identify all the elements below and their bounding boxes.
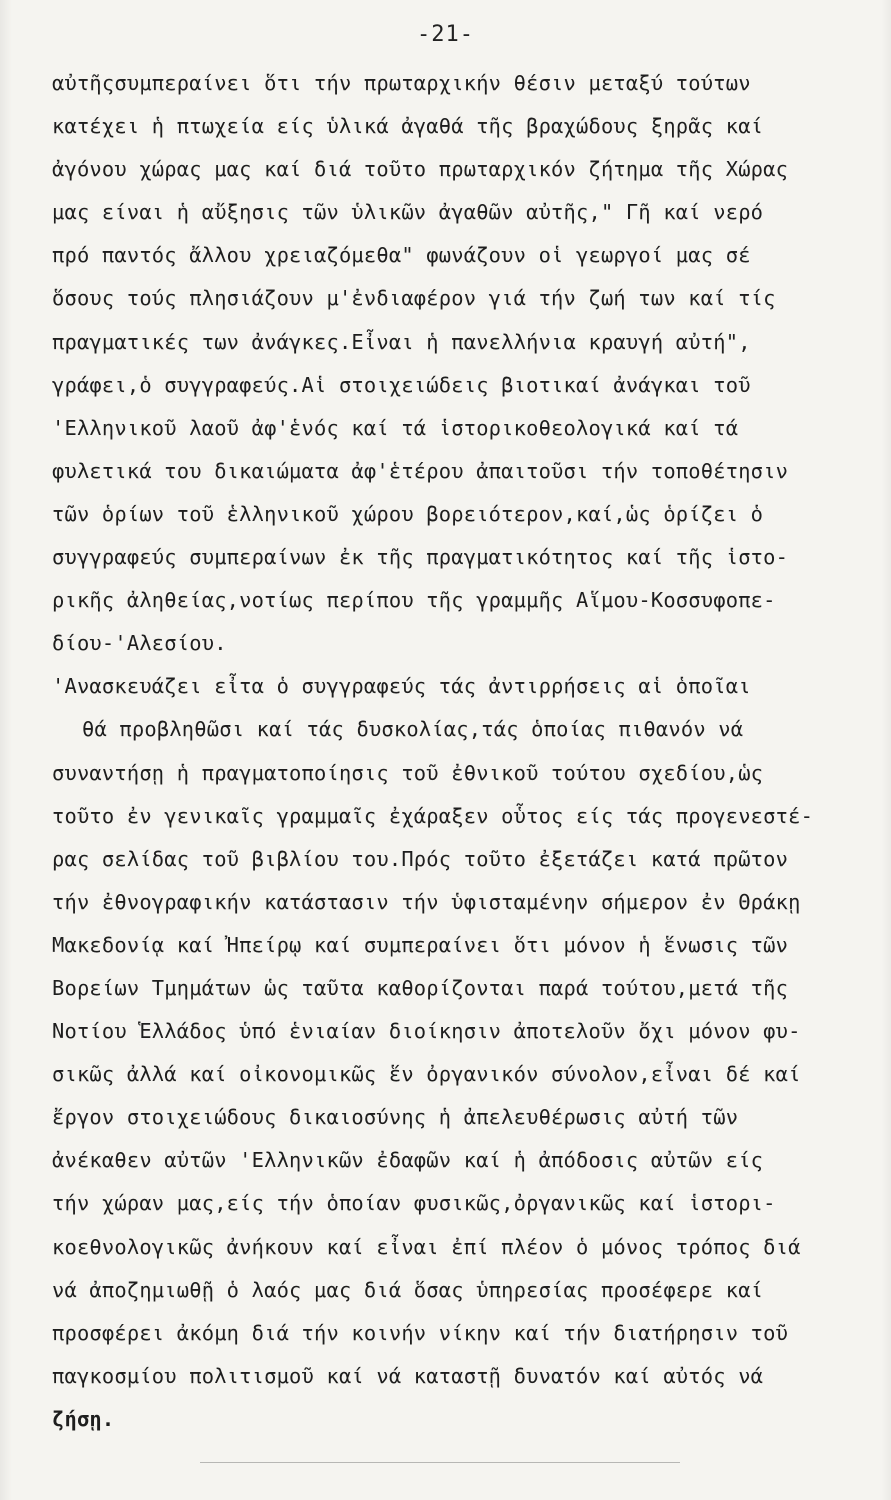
- footer-divider: [200, 1462, 680, 1463]
- text-line: τήν χώραν μας,είς τήν ὁποίαν φυσικῶς,ὀργανικῶς καί ἱστορι-: [52, 1191, 776, 1216]
- text-line: μας είναι ἡ αὔξησις τῶν ὑλικῶν ἀγαθῶν αὐτῆς," Γῆ καί νερό: [52, 200, 764, 225]
- text-line: τῶν ὁρίων τοῦ ἑλληνικοῦ χώρου βορειότερον,καί,ὡς ὁρίζει ὁ: [52, 501, 764, 526]
- text-line: τοῦτο ἐν γενικαῖς γραμμαῖς ἐχάραξεν οὗτος είς τάς προγενεστέ-: [52, 803, 814, 828]
- text-line: Βορείων Τμημάτων ὡς ταῦτα καθορίζονται παρά τούτου,μετά τῆς: [52, 975, 789, 1000]
- text-line: θά προβληθῶσι καί τάς δυσκολίας,τάς ὁποίας πιθανόν νά: [82, 717, 744, 742]
- text-line: φυλετικά του δικαιώματα ἀφ'ἑτέρου ἀπαιτοῦσι τήν τοποθέτησιν: [52, 458, 789, 483]
- paragraph-start-line: 'Ανασκευάζει εἶτα ὁ συγγραφεύς τάς ἀντιρρήσεις αἱ ὁποῖαι: [52, 674, 751, 699]
- text-line: συναντήσῃ ἡ πραγματοποίησις τοῦ ἐθνικοῦ τούτου σχεδίου,ὡς: [52, 760, 764, 785]
- text-line: ἀνέκαθεν αὐτῶν 'Ελληνικῶν ἐδαφῶν καί ἡ ἀπόδοσις αὐτῶν είς: [52, 1148, 764, 1173]
- text-line: πρό παντός ἄλλου χρειαζόμεθα" φωνάζουν οἱ γεωργοί μας σέ: [52, 243, 751, 268]
- body-text: [52, 62, 847, 1441]
- text-line: 'Ελληνικοῦ λαοῦ ἀφ'ἑνός καί τά ἱστορικοθεολογικά καί τά: [52, 415, 739, 440]
- text-line: κοεθνολογικῶς ἀνήκουν καί εἶναι ἐπί πλέον ὁ μόνος τρόπος διά: [52, 1234, 801, 1259]
- page-number: -21-: [417, 22, 474, 47]
- text-line: κατέχει ἡ πτωχεία είς ὑλικά ἀγαθά τῆς βραχώδους ξηρᾶς καί: [52, 114, 764, 139]
- text-line: προσφέρει ἀκόμη διά τήν κοινήν νίκην καί τήν διατήρησιν τοῦ: [52, 1320, 789, 1345]
- text-line: σικῶς ἀλλά καί οἰκονομικῶς ἕν ὀργανικόν σύνολον,εἶναι δέ καί: [52, 1062, 801, 1087]
- text-line: πραγματικές των ἀνάγκες.Εἶναι ἡ πανελλήνια κραυγή αὐτή",: [52, 329, 751, 354]
- text-line: συγγραφεύς συμπεραίνων ἐκ τῆς πραγματικότητος καί τῆς ἱστο-: [52, 545, 789, 570]
- text-line: ἔργον στοιχειώδους δικαιοσύνης ἡ ἀπελευθέρωσις αὐτή τῶν: [52, 1105, 739, 1130]
- text-line: ὅσους τούς πλησιάζουν μ'ἐνδιαφέρον γιά τήν ζωή των καί τίς: [52, 286, 776, 311]
- text-line: αὐτῆςσυμπεραίνει ὅτι τήν πρωταρχικήν θέσιν μεταξύ τούτων: [52, 71, 751, 95]
- text-line: ζήσῃ.: [52, 1406, 115, 1431]
- text-line: τήν ἐθνογραφικήν κατάστασιν τήν ὑφισταμένην σήμερον ἐν Θράκῃ: [52, 889, 801, 914]
- text-line: ἀγόνου χώρας μας καί διά τοῦτο πρωταρχικόν ζήτημα τῆς Χώρας: [52, 157, 789, 182]
- text-line: ρας σελίδας τοῦ βιβλίου του.Πρός τοῦτο ἐξετάζει κατά πρῶτον: [52, 846, 789, 871]
- text-line: νά ἀποζημιωθῇ ὁ λαός μας διά ὅσας ὑπηρεσίας προσέφερε καί: [52, 1277, 764, 1302]
- text-line: ρικῆς ἀληθείας,νοτίως περίπου τῆς γραμμῆς Αἵμου-Κοσσυφοπε-: [52, 588, 776, 613]
- text-line: Νοτίου Ἑλλάδος ὑπό ἑνιαίαν διοίκησιν ἀποτελοῦν ὄχι μόνον φυ-: [52, 1019, 801, 1044]
- text-line: παγκοσμίου πολιτισμοῦ καί νά καταστῇ δυνατόν καί αὐτός νά: [52, 1363, 764, 1388]
- text-line: Μακεδονίᾳ καί Ἠπείρῳ καί συμπεραίνει ὅτι μόνον ἡ ἕνωσις τῶν: [52, 932, 789, 957]
- text-line: δίου-'Αλεσίου.: [52, 631, 227, 656]
- text-line: γράφει,ὁ συγγραφεύς.Αἱ στοιχειώδεις βιοτικαί ἀνάγκαι τοῦ: [52, 372, 751, 397]
